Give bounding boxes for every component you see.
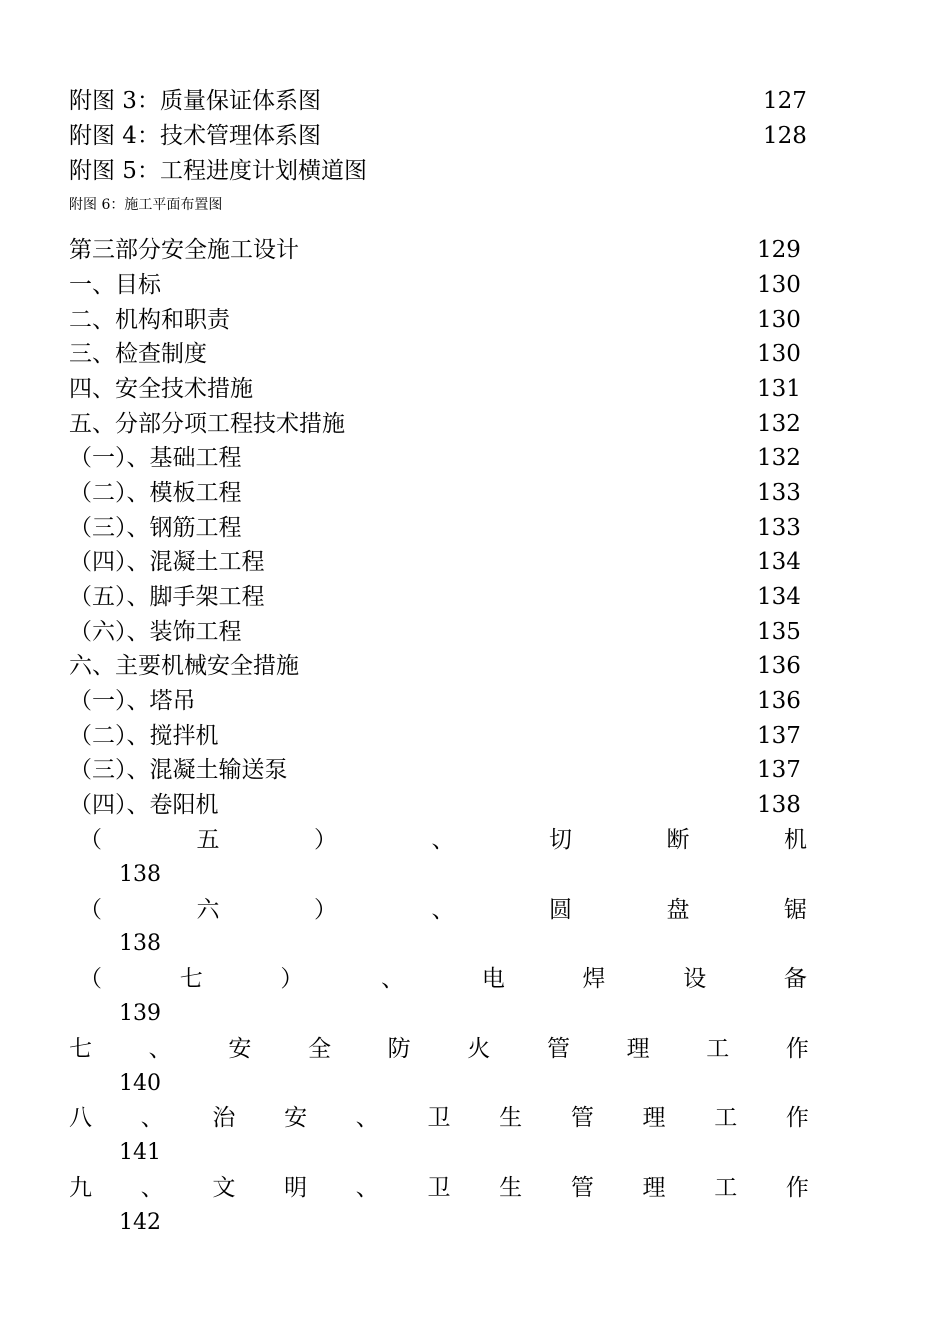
toc-entry-page: 141 [119,1140,161,1165]
toc-entry [69,617,809,647]
toc-entry-page: 131 [757,376,801,402]
toc-entry-page: 138 [119,862,161,887]
toc-entry-page: 142 [119,1210,161,1235]
toc-entry-title: （三）、钢筋工程 [69,515,242,541]
toc-entry [69,755,809,785]
toc-char: 七 [69,1036,92,1062]
toc-entry [69,156,809,186]
toc-entry-page: 133 [757,515,801,541]
toc-entry-title: 一、目标 [69,272,161,298]
toc-char: 防 [387,1036,411,1062]
toc-char: 备 [783,966,807,992]
toc-entry [69,686,809,716]
toc-char: 、 [355,1175,379,1201]
toc-entry-page: 137 [757,723,801,749]
toc-entry-title: （一）、塔吊 [69,688,196,714]
toc-char: 卫 [427,1105,451,1131]
toc-entry-page: 134 [757,549,801,575]
toc-entry-title: 二、机构和职责 [69,307,230,333]
toc-entry [69,339,809,369]
toc-entry-page: 127 [763,88,807,114]
toc-entry-page: 130 [757,272,801,298]
toc-char: 管 [570,1175,594,1201]
toc-entry [69,235,809,265]
toc-entry-title: 附图 3：质量保证体系图 [69,88,321,114]
toc-entry-title: （一）、基础工程 [69,445,242,471]
toc-entry-page: 130 [757,307,801,333]
toc-entry [69,513,809,543]
toc-entry-page: 138 [119,931,161,956]
toc-entry-title: 四、安全技术措施 [69,376,253,402]
toc-entry-title: 五、分部分项工程技术措施 [69,411,345,437]
toc-char: 、 [381,966,405,992]
toc-entry [69,547,809,577]
toc-char: 盘 [666,897,690,923]
toc-char: 、 [148,1036,172,1062]
toc-entry [69,582,809,612]
toc-entry [69,409,809,439]
toc-char: 、 [140,1105,164,1131]
toc-entry-page: 129 [757,237,801,263]
toc-char: 八 [69,1105,92,1131]
toc-entry [69,195,809,215]
toc-char: 、 [431,827,455,853]
toc-entry-page: 132 [757,411,801,437]
toc-entry-page: 132 [757,445,801,471]
toc-char: 圆 [549,897,572,923]
toc-entry-title: 第三部分安全施工设计 [69,237,299,263]
toc-entry [69,443,809,473]
toc-entry-spread [69,1103,809,1133]
toc-entry [69,270,809,300]
toc-char: 治 [212,1105,236,1131]
toc-char: 九 [69,1175,92,1201]
toc-char: 管 [546,1036,570,1062]
toc-char: 七 [179,966,203,992]
toc-entry [69,651,809,681]
toc-char: 、 [355,1105,379,1131]
toc-char: 锯 [784,897,807,923]
toc-entry-page: 139 [119,1001,161,1026]
toc-char: ） [314,827,337,853]
toc-entry-page: 137 [757,757,801,783]
toc-entry [69,721,809,751]
toc-char: 作 [785,1036,809,1062]
toc-char: 安 [284,1105,308,1131]
toc-entry-page: 138 [757,792,801,818]
toc-entry [69,305,809,335]
toc-char: 断 [666,827,690,853]
toc-char: 理 [642,1105,666,1131]
toc-char: 六 [196,897,220,923]
toc-char: 卫 [427,1175,451,1201]
toc-entry-title: （三）、混凝土输送泵 [69,757,288,783]
toc-entry [69,121,809,151]
toc-char: 设 [683,966,707,992]
toc-entry-title: 附图 5：工程进度计划横道图 [69,158,367,184]
toc-entry [69,790,809,820]
toc-entry-page: 136 [757,688,801,714]
toc-entry-title: （二）、模板工程 [69,480,242,506]
toc-char: 理 [626,1036,650,1062]
toc-entry-page: 135 [757,619,801,645]
toc-entry-page: 134 [757,584,801,610]
toc-entry-spread [79,964,807,994]
toc-char: 管 [570,1105,594,1131]
toc-entry-title: 附图 6：施工平面布置图 [69,197,223,213]
toc-char: （ [79,897,102,923]
toc-entry-title: 附图 4：技术管理体系图 [69,123,321,149]
toc-char: 明 [284,1175,308,1201]
toc-char: 文 [212,1175,236,1201]
toc-entry-title: （四）、混凝土工程 [69,549,265,575]
toc-entry-title: （五）、脚手架工程 [69,584,265,610]
toc-entry-spread [69,1173,809,1203]
toc-entry-spread [69,1034,809,1064]
toc-char: （ [79,827,102,853]
toc-entry-title: （四）、卷阳机 [69,792,219,818]
toc-char: 安 [228,1036,252,1062]
toc-char: （ [79,966,102,992]
toc-entry-page: 128 [763,123,807,149]
toc-char: 理 [642,1175,666,1201]
toc-entry-page: 133 [757,480,801,506]
toc-char: 工 [706,1036,730,1062]
toc-entry-page: 130 [757,341,801,367]
toc-char: 生 [499,1175,523,1201]
toc-char: 五 [196,827,220,853]
toc-entry-page: 136 [757,653,801,679]
toc-char: 作 [785,1105,809,1131]
toc-entry-title: （二）、搅拌机 [69,723,219,749]
toc-char: ） [314,897,337,923]
toc-char: 、 [431,897,455,923]
toc-entry-spread [79,895,807,925]
toc-entry-title: 三、检查制度 [69,341,207,367]
toc-char: 工 [714,1105,738,1131]
toc-char: 电 [481,966,505,992]
toc-char: ） [280,966,304,992]
toc-entry [69,478,809,508]
toc-char: 工 [714,1175,738,1201]
toc-char: 焊 [582,966,606,992]
toc-char: 全 [307,1036,331,1062]
toc-entry [69,86,809,116]
toc-char: 机 [784,827,807,853]
toc-entry [69,374,809,404]
toc-entry-page: 140 [119,1071,161,1096]
toc-char: 、 [140,1175,164,1201]
toc-entry-title: 六、主要机械安全措施 [69,653,299,679]
toc-entry-title: （六）、装饰工程 [69,619,242,645]
toc-char: 作 [785,1175,809,1201]
toc-char: 火 [467,1036,491,1062]
toc-char: 切 [549,827,572,853]
toc-char: 生 [499,1105,523,1131]
toc-entry-spread [79,825,807,855]
